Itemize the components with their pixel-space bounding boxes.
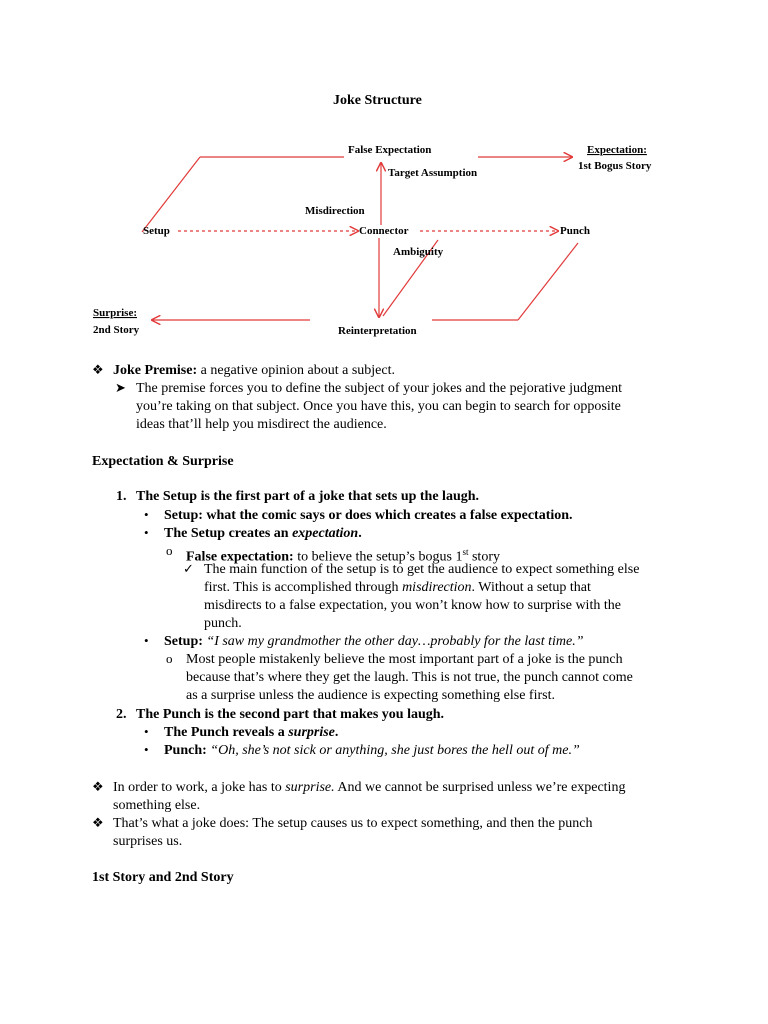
dot-bullet-icon: • <box>144 525 149 540</box>
setup-definition: Setup: what the comic says or does which creates a false expectation. <box>164 508 573 523</box>
first-bogus-story-label: 1st Bogus Story <box>578 160 652 172</box>
note-1-em: surprise. <box>285 780 335 795</box>
punch-example-label: Punch: <box>164 743 207 758</box>
check-line-2-post: . Without a setup that <box>471 580 591 595</box>
reinterpretation-label: Reinterpretation <box>338 325 417 337</box>
target-assumption-label: Target Assumption <box>388 167 478 179</box>
premise-detail-line-3: ideas that’ll help you misdirect the audience. <box>136 417 387 432</box>
dot-bullet-icon: • <box>144 742 149 757</box>
setup-diagonal <box>142 157 200 232</box>
check-line-3: misdirects to a false expectation, you won’t know how to surprise with the <box>204 598 621 613</box>
punch-reveals-pre: The Punch reveals a <box>164 725 289 740</box>
punch-reveals-em: surprise <box>288 725 335 740</box>
most-people-line-3: as a surprise unless the audience is expecting something else first. <box>186 688 555 703</box>
premise-line <box>113 362 395 380</box>
false-expectation-text: to believe the setup’s bogus 1 <box>293 549 463 565</box>
note-1-pre: In order to work, a joke has to <box>113 780 286 795</box>
premise-detail-line-2: you’re taking on that subject. Once you have this, you can begin to search for opposite <box>136 399 621 414</box>
circle-bullet-icon: o <box>166 651 173 666</box>
punch-reveals-line <box>164 724 338 742</box>
circle-bullet-icon: o <box>166 543 173 558</box>
check-line-2-em: misdirection <box>402 580 472 595</box>
punch-example-quote: “Oh, she’s not sick or anything, she just bores the hell out of me.” <box>210 743 580 758</box>
false-expectation-sup: st <box>462 547 469 557</box>
note-2-line-1: That’s what a joke does: The setup causes us to expect something, and then the punch <box>113 816 593 831</box>
note-1-line-2: something else. <box>113 798 201 813</box>
ambiguity-label: Ambiguity <box>393 246 444 258</box>
surprise-label: Surprise: <box>93 307 137 319</box>
setup-example-quote: “I saw my grandmother the other day…probably for the last time.” <box>206 634 584 649</box>
dot-bullet-icon: • <box>144 507 149 522</box>
item-2-text: The Punch is the second part that makes you laugh. <box>136 707 445 722</box>
diamond-bullet-icon: ❖ <box>92 779 104 794</box>
punch-reveals-post: . <box>334 725 339 740</box>
punch-label: Punch <box>560 225 590 237</box>
arrow-bullet-icon: ➤ <box>115 380 126 395</box>
section-heading-stories: 1st Story and 2nd Story <box>92 870 234 885</box>
connector-label: Connector <box>359 225 409 237</box>
diamond-bullet-icon: ❖ <box>92 362 104 377</box>
diamond-bullet-icon: ❖ <box>92 815 104 830</box>
setup-creates-pre: The Setup creates an <box>164 526 293 541</box>
item-2-number: 2. <box>116 707 127 722</box>
premise-text: a negative opinion about a subject. <box>197 363 395 378</box>
setup-creates-post: . <box>358 526 362 541</box>
joke-structure-diagram <box>0 130 768 345</box>
premise-label: Joke Premise: <box>113 363 198 378</box>
check-line-1: The main function of the setup is to get the audience to expect something else <box>204 562 640 577</box>
checkmark-icon: ✓ <box>183 561 194 576</box>
dot-bullet-icon: • <box>144 724 149 739</box>
setup-creates-line <box>164 525 362 543</box>
check-line-4: punch. <box>204 616 242 631</box>
misdirection-label: Misdirection <box>305 205 365 217</box>
check-line-2 <box>204 579 591 597</box>
note-2-line-2: surprises us. <box>113 834 183 849</box>
item-1-text: The Setup is the first part of a joke that sets up the laugh. <box>136 489 480 504</box>
check-line-2-pre: first. This is accomplished through <box>204 580 403 595</box>
most-people-line-2: because that’s where they get the laugh. This is not true, the punch cannot come <box>186 670 633 685</box>
false-expectation-label: False Expectation <box>348 144 432 156</box>
most-people-line-1: Most people mistakenly believe the most important part of a joke is the punch <box>186 652 623 667</box>
setup-example <box>164 633 583 651</box>
note-1-post: And we cannot be surprised unless we’re expecting <box>334 780 626 795</box>
punch-example <box>164 742 580 760</box>
false-expectation-term: False expectation: <box>186 549 294 565</box>
punch-diagonal <box>518 243 578 320</box>
section-heading-expectation: Expectation & Surprise <box>92 454 234 469</box>
false-expectation-tail: story <box>468 549 500 565</box>
expectation-label: Expectation: <box>587 144 647 156</box>
note-1-line-1 <box>113 779 625 797</box>
page-title: Joke Structure <box>333 93 422 108</box>
item-1-number: 1. <box>116 489 127 504</box>
setup-example-label: Setup: <box>164 634 203 649</box>
second-story-label: 2nd Story <box>93 324 140 336</box>
setup-creates-em: expectation <box>292 526 359 541</box>
dot-bullet-icon: • <box>144 633 149 648</box>
premise-detail-line-1: The premise forces you to define the subject of your jokes and the pejorative judgment <box>136 381 622 396</box>
setup-label: Setup <box>143 225 170 237</box>
